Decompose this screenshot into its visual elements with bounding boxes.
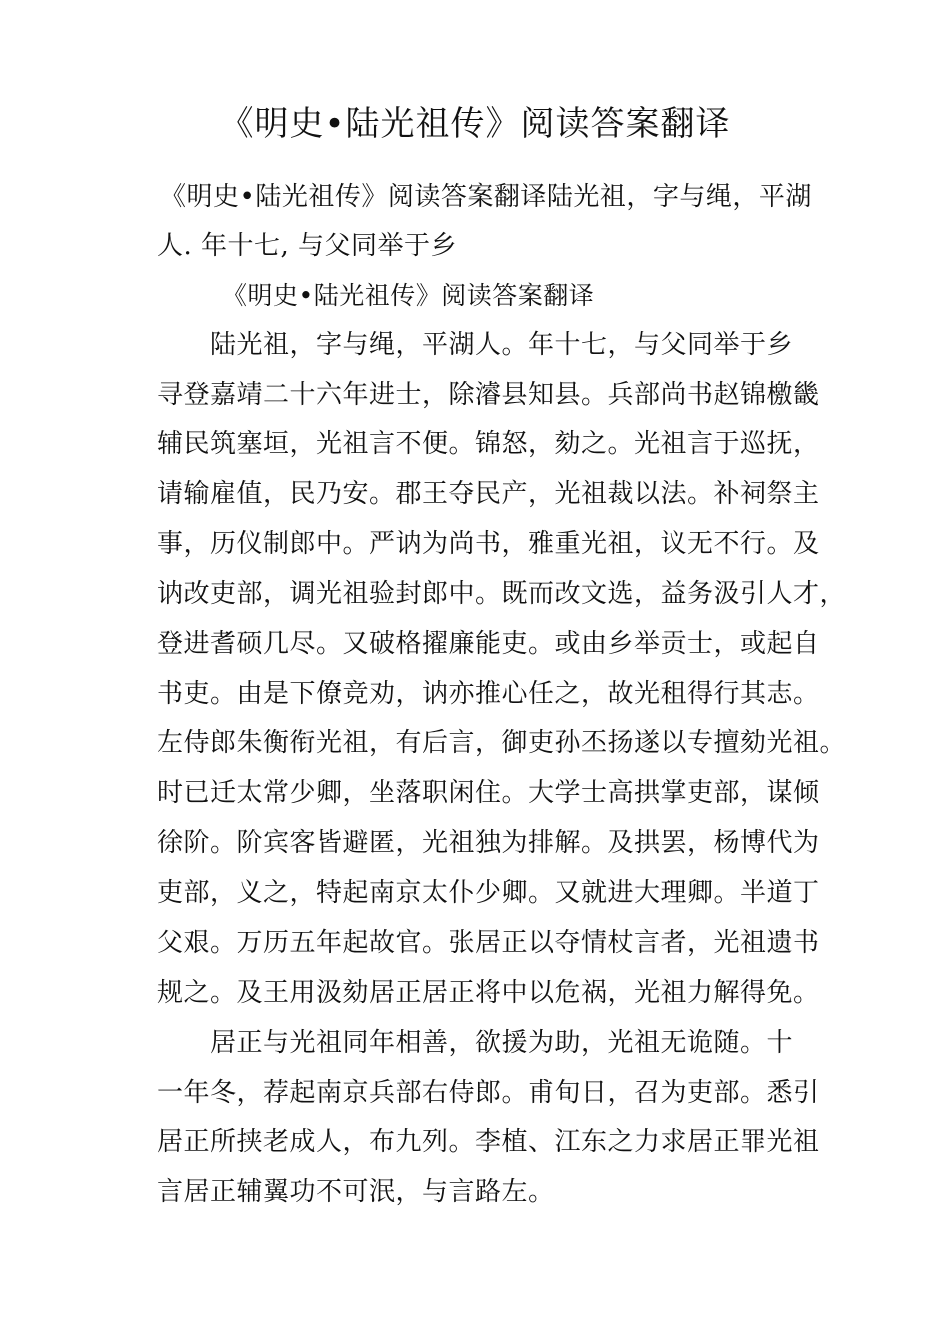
paragraph-1-line: 登进耆硕几尽。又破格擢廉能吏。或由乡举贡士，或起自 <box>157 629 820 659</box>
paragraph-1-line: 左侍郎朱衡衔光祖，有后言，御吏孙丕扬遂以专擅劾光祖。 <box>157 728 847 758</box>
subheading: 《明史•陆光祖传》阅读答案翻译 <box>222 281 595 310</box>
paragraph-1-line: 寻登嘉靖二十六年进士，除濬县知县。兵部尚书赵锦檄畿 <box>157 380 820 410</box>
paragraph-1-line: 父艰。万历五年起故官。张居正以夺情杖言者，光祖遗书 <box>157 928 820 958</box>
paragraph-1-line: 讷改吏部，调光祖验封郎中。既而改文选，益务汲引人才， <box>157 579 847 609</box>
paragraph-1-line: 时已迁太常少卿，坐落职闲住。大学士高拱掌吏部，谋倾 <box>157 778 820 808</box>
document-title: 《明史•陆光祖传》阅读答案翻译 <box>219 104 731 144</box>
paragraph-1-line: 辅民筑塞垣，光祖言不便。锦怒，劾之。光祖言于巡抚， <box>157 429 820 459</box>
paragraph-1-line: 规之。及王用汲劾居正居正将中以危祸，光祖力解得免。 <box>157 978 820 1008</box>
paragraph-1-line: 事，历仪制郎中。严讷为尚书，雅重光祖，议无不行。及 <box>157 529 820 559</box>
paragraph-2-line: 居正所挟老成人，布九列。李植、江东之力求居正罪光祖 <box>157 1127 820 1157</box>
intro-line-1: 《明史•陆光祖传》阅读答案翻译陆光祖，字与绳，平湖 <box>160 182 812 212</box>
paragraph-1-line: 吏部，义之，特起南京太仆少卿。又就进大理卿。半道丁 <box>157 878 820 908</box>
paragraph-2-line: 言居正辅翼功不可泯，与言路左。 <box>157 1177 555 1207</box>
paragraph-1-line: 陆光祖，字与绳，平湖人。年十七，与父同举于乡 <box>210 330 794 360</box>
paragraph-1-line: 请输雇值，民乃安。郡王夺民产，光祖裁以法。补祠祭主 <box>157 479 820 509</box>
paragraph-2-line: 居正与光祖同年相善，欲援为助，光祖无诡随。十 <box>210 1028 794 1058</box>
paragraph-1-line: 书吏。由是下僚竞劝，讷亦推心任之，故光租得行其志。 <box>157 679 820 709</box>
paragraph-1-line: 徐阶。阶宾客皆避匿，光祖独为排解。及拱罢，杨博代为 <box>157 828 820 858</box>
intro-line-2: 人. 年十七, 与父同举于乡 <box>157 231 458 261</box>
paragraph-2-line: 一年冬，荐起南京兵部右侍郎。甫旬日，召为吏部。悉引 <box>157 1078 820 1108</box>
